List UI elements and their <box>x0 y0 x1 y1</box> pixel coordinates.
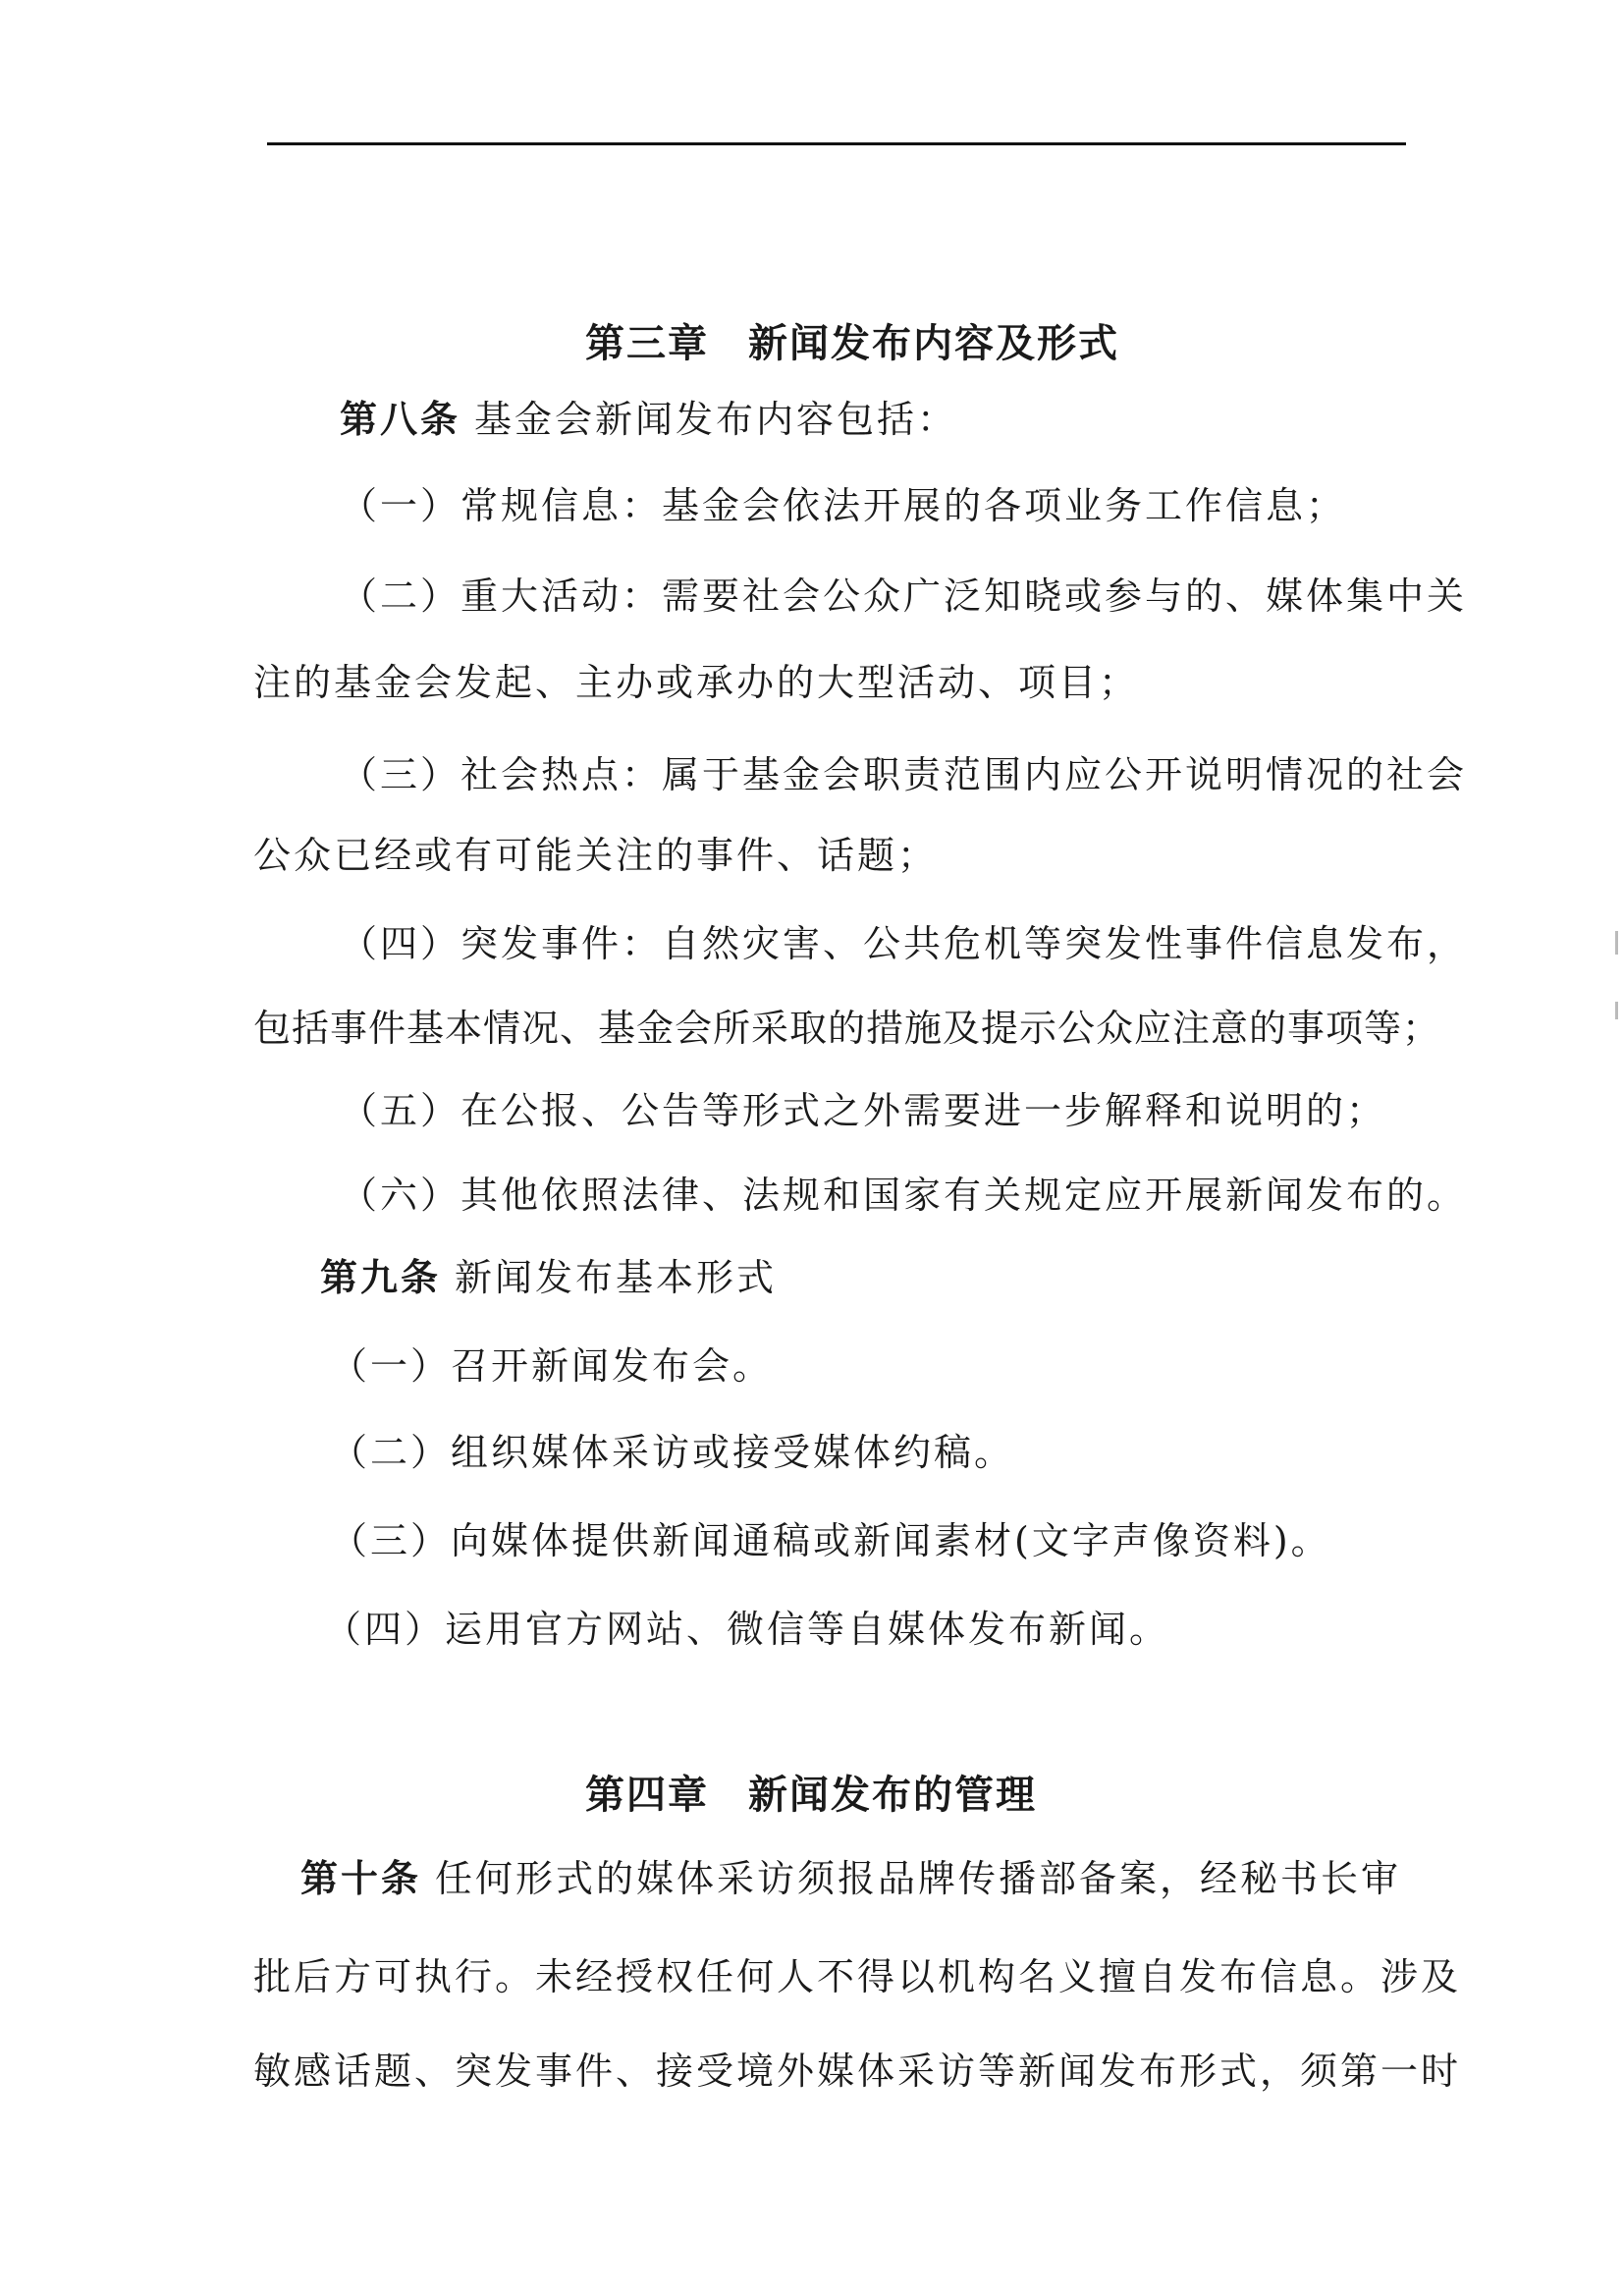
chapter-3-title: 新闻发布内容及形式 <box>748 320 1119 366</box>
article-10-text-1: 任何形式的媒体采访须报品牌传播部备案，经秘书长审 <box>435 1857 1402 1900</box>
article-9-item-3: （三）向媒体提供新闻通稿或新闻素材(文字声像资料)。 <box>330 1519 1331 1562</box>
header-rule <box>267 142 1406 145</box>
chapter-4-number: 第四章 <box>585 1772 709 1818</box>
chapter-3-number: 第三章 <box>585 320 709 366</box>
article-8-item-1: （一）常规信息：基金会依法开展的各项业务工作信息； <box>340 484 1347 527</box>
article-9-intro-line <box>320 1255 778 1299</box>
scan-artifact <box>1615 931 1618 955</box>
article-9-item-4: （四）运用官方网站、微信等自媒体发布新闻。 <box>324 1608 1170 1651</box>
article-9-item-1: （一）召开新闻发布会。 <box>330 1344 774 1388</box>
article-8-intro-line <box>340 397 958 441</box>
article-10-line-2: 批后方可执行。未经授权任何人不得以机构名义擅自发布信息。涉及 <box>253 1955 1462 1998</box>
article-8-intro: 基金会新闻发布内容包括： <box>474 398 958 441</box>
article-8-item-2: （二）重大活动：需要社会公众广泛知晓或参与的、媒体集中关 <box>340 574 1468 618</box>
article-8-item-6: （六）其他依照法律、法规和国家有关规定应开展新闻发布的。 <box>340 1174 1468 1217</box>
article-8-label: 第八条 <box>340 397 461 441</box>
chapter-4-title: 新闻发布的管理 <box>748 1772 1037 1818</box>
article-10-line-1 <box>300 1856 1402 1900</box>
chapter-4-heading <box>585 1772 1037 1818</box>
article-10-line-3: 敏感话题、突发事件、接受境外媒体采访等新闻发布形式，须第一时 <box>253 2050 1462 2093</box>
article-8-item-4: （四）突发事件：自然灾害、公共危机等突发性事件信息发布， <box>340 922 1468 965</box>
article-8-item-3-cont: 公众已经或有可能关注的事件、话题； <box>253 834 939 877</box>
article-9-label: 第九条 <box>320 1255 442 1299</box>
article-9-intro: 新闻发布基本形式 <box>455 1256 778 1299</box>
article-9-item-2: （二）组织媒体采访或接受媒体约稿。 <box>330 1431 1015 1474</box>
article-8-item-4-cont: 包括事件基本情况、基金会所采取的措施及提示公众应注意的事项等； <box>253 1007 1441 1050</box>
article-10-label: 第十条 <box>300 1856 422 1900</box>
article-8-item-5: （五）在公报、公告等形式之外需要进一步解释和说明的； <box>340 1089 1387 1132</box>
article-8-item-2-cont: 注的基金会发起、主办或承办的大型活动、项目； <box>253 661 1140 704</box>
article-8-item-3: （三）社会热点：属于基金会职责范围内应公开说明情况的社会 <box>340 753 1468 796</box>
scan-artifact <box>1615 1002 1618 1019</box>
chapter-3-heading <box>585 320 1119 366</box>
